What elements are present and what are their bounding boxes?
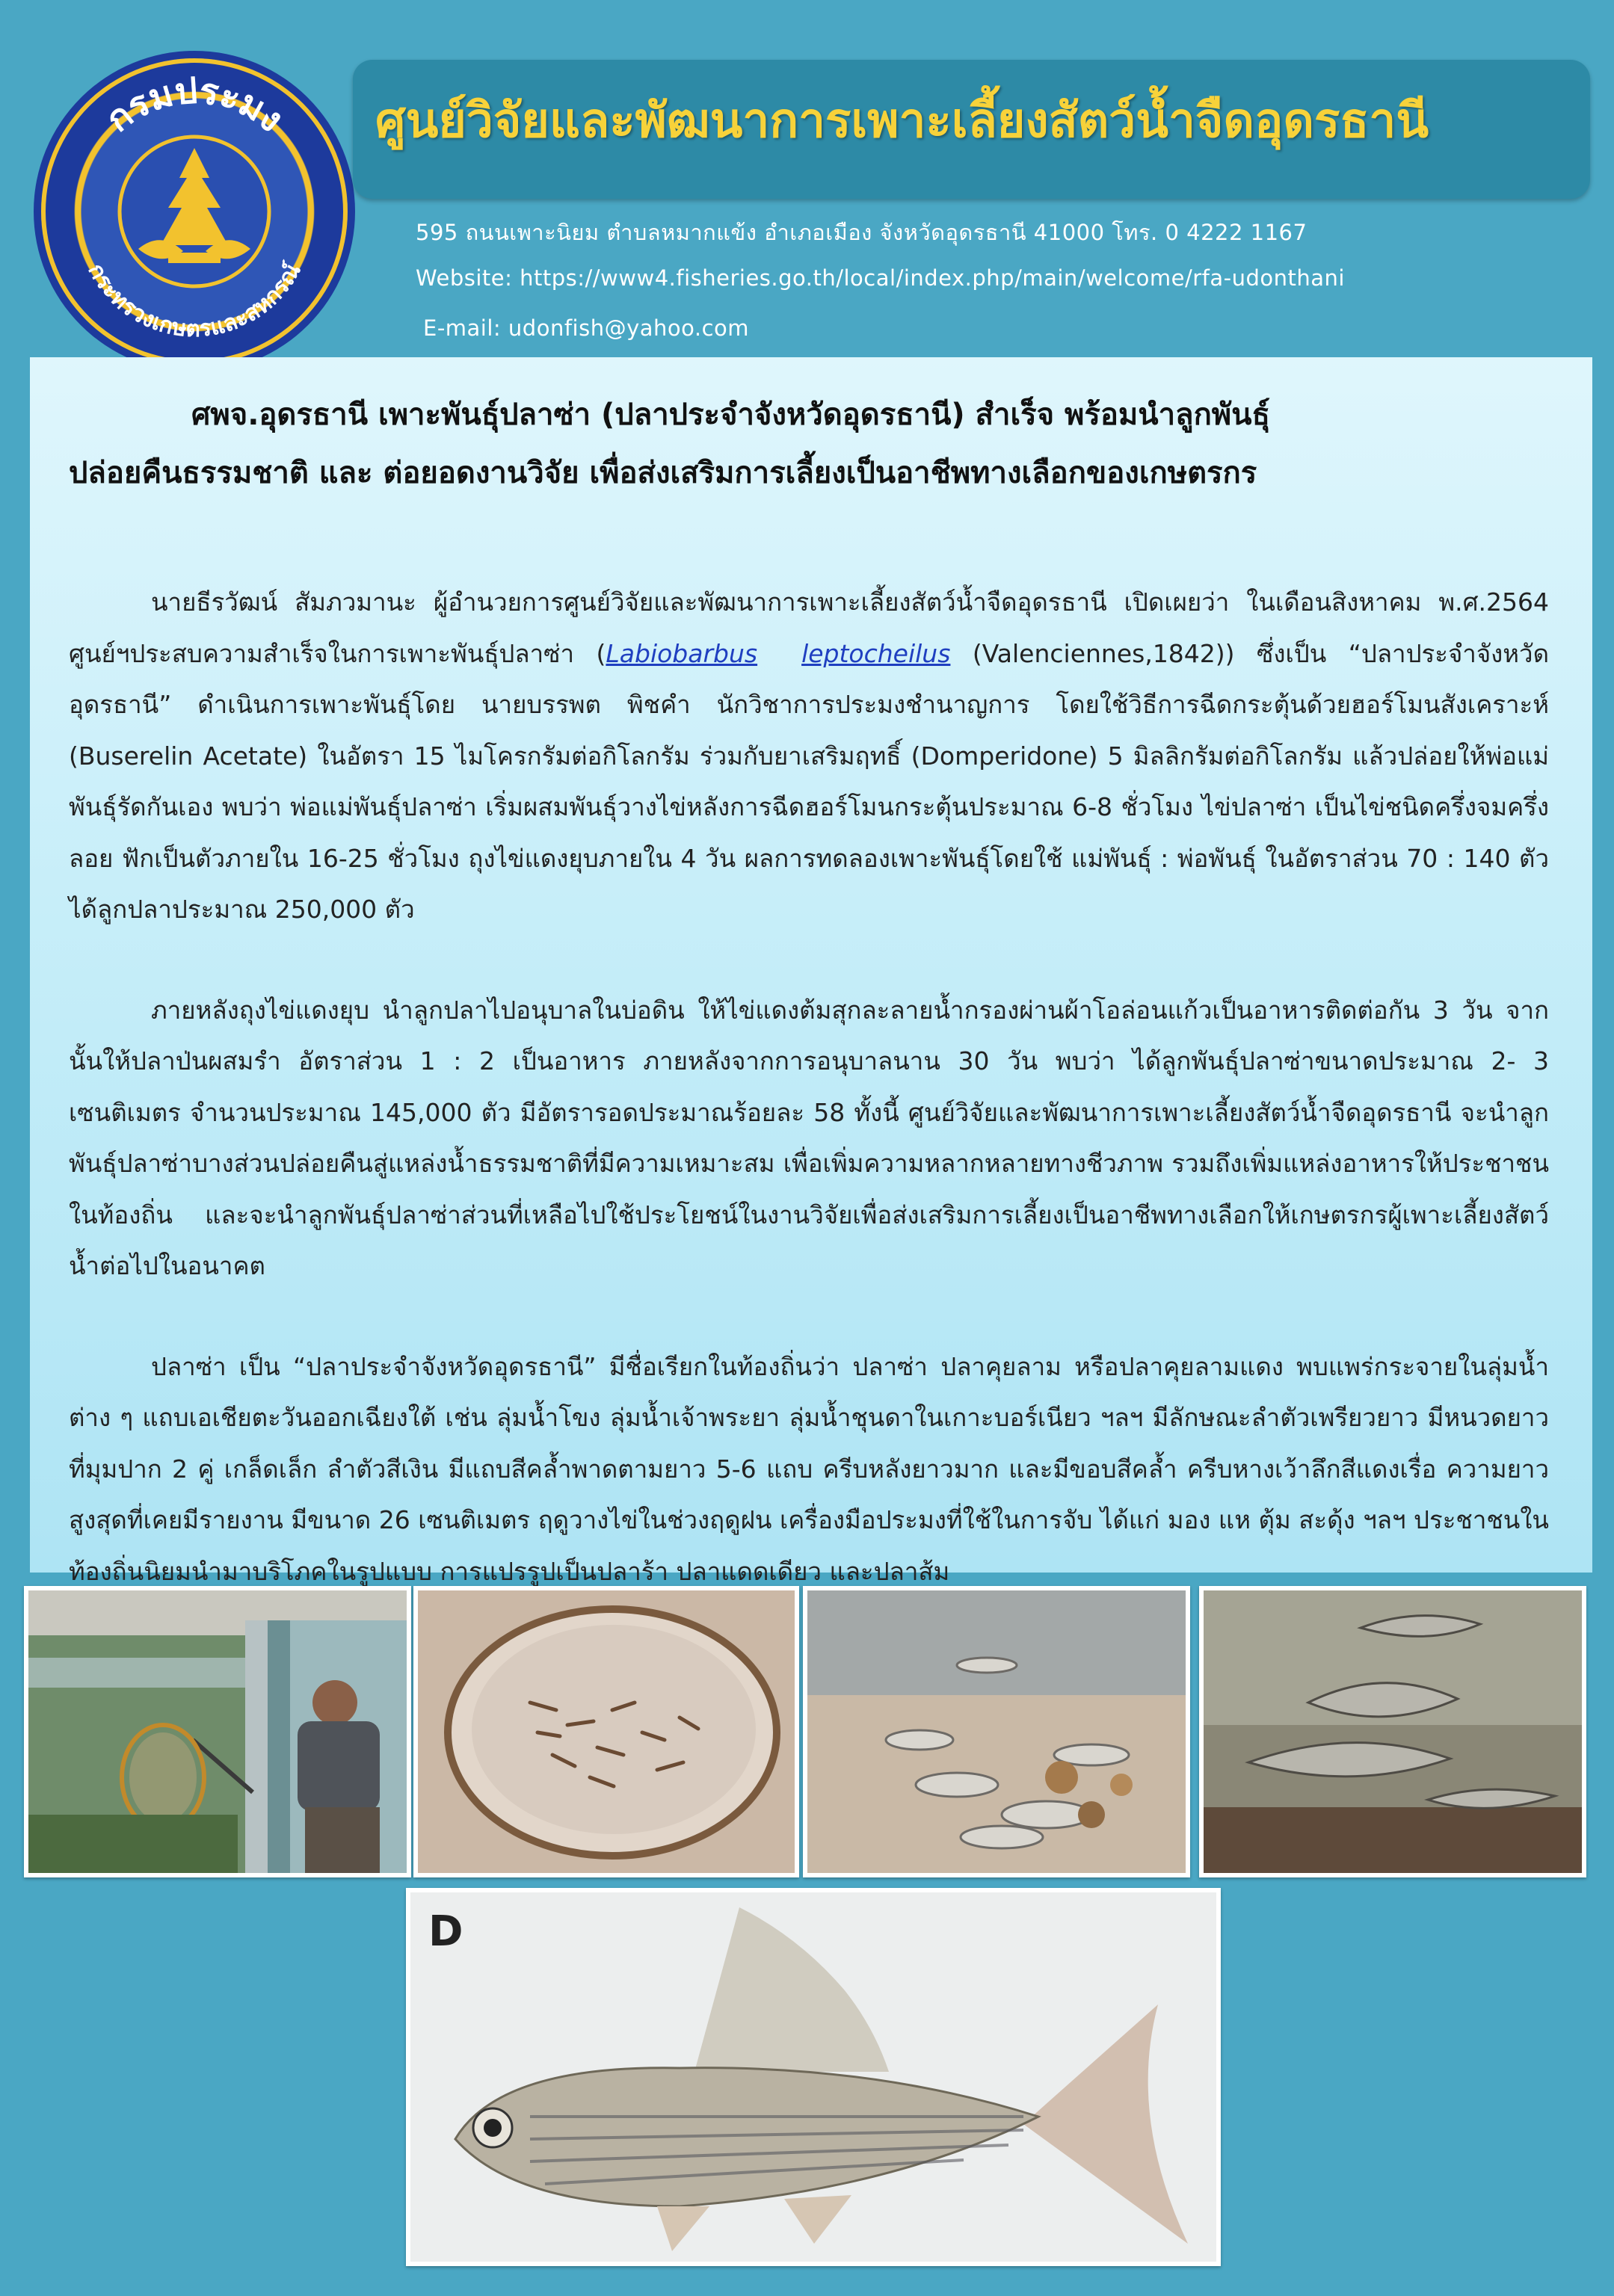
- website-line[interactable]: Website: https://www4.fisheries.go.th/local/index.php/main/welcome/rfa-udonthani: [416, 265, 1345, 291]
- paragraph-description: ปลาซ่า เป็น “ปลาประจำจังหวัดอุดรธานี” มีชื่อเรียกในท้องถิ่นว่า ปลาซ่า ปลาคุยลาม หรือปลาคุยลามแดง พบแพร่กระจายในลุ่มน้ำต่าง ๆ แถบเอเชียตะวันออกเฉียงใต้ เช่น ลุ่มน้ำโขง ลุ่มน้ำเจ้าพระยา ลุ่มน้ำชุนดาในเกาะบอร์เนียว ฯลฯ มีลักษณะลำตัวเพรียวยาว มีหนวดยาวที่มุมปาก 2 คู่ เกล็ดเล็ก ลำตัวสีเงิน มีแถบสีคล้ำพาดตามยาว 5-6 แถบ ครีบหลังยาวมาก และมีขอบสีคล้ำ ครีบหางเว้าลึกสีแดงเรื่อ ความยาวสูงสุดที่เคยมีรายงาน มีขนาด 26 เซนติเมตร ฤดูวางไข่ในช่วงฤดูฝน เครื่องมือประมงที่ใช้ในการจับ ได้แก่ มอง แห ตุ้ม สะดุ้ง ฯลฯ ประชาชนในท้องถิ่นนิยมนำมาบริโภคในรูปแบบ การแปรรูปเป็นปลาร้า ปลาแดดเดียว และปลาส้ม: [69, 1351, 1549, 1586]
- paragraph-nursing: ภายหลังถุงไข่แดงยุบ นำลูกปลาไปอนุบาลในบ่อดิน ให้ไข่แดงต้มสุกละลายน้ำกรองผ่านผ้าโอล่อนแก้วเป็นอาหารติดต่อกัน 3 วัน จากนั้นให้ปลาป่นผสมรำ อัตราส่วน 1 : 2 เป็นอาหาร ภายหลังจากการอนุบาลนาน 30 วัน พบว่า ได้ลูกพันธุ์ปลาซ่าขนาดประมาณ 2- 3 เซนติเมตร จำนวนประมาณ 145,000 ตัว มีอัตรารอดประมาณร้อยละ 58 ทั้งนี้ ศูนย์วิจัยและพัฒนาการเพาะเลี้ยงสัตว์น้ำจืดอุดรธานี จะนำลูกพันธุ์ปลาซ่าบางส่วนปล่อยคืนสู่แหล่งน้ำธรรมชาติที่มีความเหมาะสม เพื่อเพิ่มความหลากหลายทางชีวภาพ รวมถึงเพิ่มแหล่งอาหารให้ประชาชนในท้องถิ่น และจะนำลูกพันธุ์ปลาซ่าส่วนที่เหลือไปใช้ประโยชน์ในงานวิจัยเพื่อส่งเสริมการเลี้ยงเป็นอาชีพทางเลือกให้เกษตรกรผู้เพาะเลี้ยงสัตว์น้ำต่อไปในอนาคต: [69, 995, 1549, 1280]
- paragraph-1-part-a: นายธีรวัฒน์ สัมภวมานะ ผู้อำนวยการศูนย์วิจัยและพัฒนาการเพาะเลี้ยงสัตว์น้ำจืดอุดรธานี เปิดเผยว่า ในเดือนสิงหาคม พ.ศ.2564 ศูนย์ฯประสบความสำเร็จในการเพาะพันธุ์ปลาซ่า (: [69, 587, 1549, 668]
- photo-broodstock-tank: [1199, 1586, 1586, 1877]
- fish-larvae-image: [418, 1590, 795, 1873]
- center-name: ศูนย์วิจัยและพัฒนาการเพาะเลี้ยงสัตว์น้ำจืดอุดรธานี: [375, 93, 1429, 149]
- paragraph-breeding: [69, 577, 1549, 936]
- photo-fish-larvae: [413, 1586, 799, 1877]
- scientific-name-species[interactable]: leptocheilus: [801, 638, 951, 668]
- address-line: 595 ถนนเพาะนิยม ตำบลหมากแข้ง อำเภอเมือง จังหวัดอุดรธานี 41000 โทร. 0 4222 1167: [416, 220, 1307, 245]
- broodstock-image: [1204, 1590, 1582, 1873]
- email-line[interactable]: E-mail: udonfish@yahoo.com: [423, 315, 750, 341]
- scientific-name-genus[interactable]: Labiobarbus: [606, 638, 758, 668]
- photo-nursery-tank: [24, 1586, 411, 1877]
- center-title-banner: [353, 60, 1590, 199]
- department-of-fisheries-logo: [41, 58, 348, 365]
- nursery-tank-image: [28, 1590, 407, 1873]
- article-headline: [69, 386, 1549, 502]
- fingerlings-image: [807, 1590, 1186, 1873]
- logo-bottom-text: กระทรวงเกษตรและสหกรณ์: [82, 259, 307, 343]
- photo-specimen-d: [406, 1888, 1221, 2266]
- article-panel: [30, 357, 1592, 1586]
- logo-top-text: กรมประมง: [98, 70, 292, 141]
- photo-fingerlings-aquarium: [803, 1586, 1190, 1877]
- figure-label-d: D: [428, 1907, 463, 1956]
- headline-line-1: ศพจ.อุดรธานี เพาะพันธุ์ปลาซ่า (ปลาประจำจังหวัดอุดรธานี) สำเร็จ พร้อมนำลูกพันธุ์: [191, 398, 1270, 432]
- headline-line-2: ปล่อยคืนธรรมชาติ และ ต่อยอดงานวิจัย เพื่อส่งเสริมการเลี้ยงเป็นอาชีพทางเลือกของเกษตรกร: [69, 456, 1257, 490]
- logo-emblem: [41, 58, 348, 365]
- labiobarbus-specimen-image: [410, 1892, 1216, 2262]
- paragraph-1-part-b: (Valenciennes,1842)) ซึ่งเป็น “ปลาประจำจังหวัดอุดรธานี” ดำเนินการเพาะพันธุ์โดย นายบรรพต พิชคำ นักวิชาการประมงชำนาญการ โดยใช้วิธีการฉีดกระตุ้นด้วยฮอร์โมนสังเคราะห์ (Buserelin Acetate) ในอัตรา 15 ไมโครกรัมต่อกิโลกรัม ร่วมกับยาเสริมฤทธิ์ (Domperidone) 5 มิลลิกรัมต่อกิโลกรัม แล้วปล่อยให้พ่อแม่พันธุ์รัดกันเอง พบว่า พ่อแม่พันธุ์ปลาซ่า เริ่มผสมพันธุ์วางไข่หลังการฉีดฮอร์โมนกระตุ้นประมาณ 6-8 ชั่วโมง ไข่ปลาซ่า เป็นไข่ชนิดครึ่งจมครึ่งลอย ฟักเป็นตัวภายใน 16-25 ชั่วโมง ถุงไข่แดงยุบภายใน 4 วัน ผลการทดลองเพาะพันธุ์โดยใช้ แม่พันธุ์ : พ่อพันธุ์ ในอัตราส่วน 70 : 140 ตัว ได้ลูกปลาประมาณ 250,000 ตัว: [69, 638, 1550, 924]
